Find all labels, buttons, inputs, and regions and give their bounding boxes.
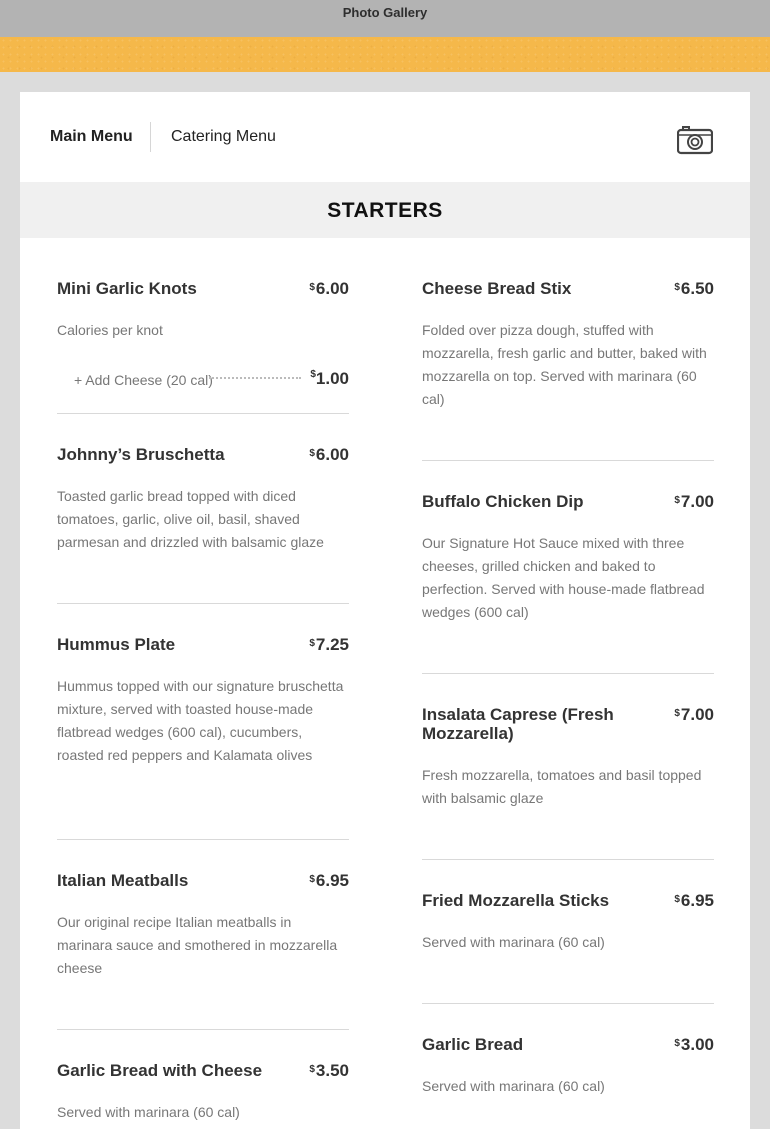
tab-main-menu[interactable]: Main Menu	[50, 128, 133, 145]
photo-gallery-title[interactable]: Photo Gallery	[342, 5, 428, 20]
item-price: $6.95	[674, 891, 714, 910]
section-title: STARTERS	[327, 199, 443, 222]
item-name: Cheese Bread Stix	[422, 279, 572, 298]
menu-item[interactable]	[57, 445, 349, 554]
top-bar	[0, 0, 770, 37]
item-price: $6.95	[309, 871, 349, 890]
item-name: Mini Garlic Knots	[57, 279, 197, 298]
menu-item[interactable]	[57, 279, 349, 389]
item-name: Garlic Bread with Cheese	[57, 1061, 263, 1080]
menu-nav	[20, 92, 750, 182]
item-name: Garlic Bread	[422, 1035, 524, 1054]
item-description: Our original recipe Italian meatballs in marinara sauce and smothered in mozzarella cheese	[57, 914, 338, 976]
item-divider	[422, 859, 714, 860]
item-description: Toasted garlic bread topped with diced tomatoes, garlic, olive oil, basil, shaved parmesan and drizzled with balsamic glaze	[57, 488, 324, 550]
nav-divider	[150, 122, 151, 152]
item-price: $6.00	[309, 445, 349, 464]
item-price: $7.00	[674, 492, 714, 511]
menu-item[interactable]	[422, 891, 714, 954]
section-header	[20, 182, 750, 238]
item-description: Calories per knot	[57, 322, 163, 338]
item-description: Our Signature Hot Sauce mixed with three cheeses, grilled chicken and baked to perfection. Served with house-made flatbread wedges (600 cal)	[422, 535, 705, 620]
item-price: $6.50	[674, 279, 714, 298]
menu-item[interactable]	[422, 1035, 714, 1098]
texture-banner	[0, 37, 770, 72]
item-divider	[422, 673, 714, 674]
menu-item[interactable]	[57, 871, 349, 980]
item-divider	[57, 603, 349, 604]
item-name: Fried Mozzarella Sticks	[422, 891, 610, 910]
menu-item[interactable]	[422, 279, 714, 411]
item-name: Hummus Plate	[57, 635, 176, 654]
menu-item[interactable]	[422, 705, 714, 810]
item-divider	[422, 1003, 714, 1004]
item-divider	[57, 839, 349, 840]
item-name: Buffalo Chicken Dip	[422, 492, 584, 511]
addon-label: + Add Cheese (20 cal)	[74, 372, 213, 388]
item-description: Hummus topped with our signature bruschetta mixture, served with toasted house-made flatbread wedges (600 cal), cucumbers, roasted red peppers and Kalamata olives	[57, 678, 344, 763]
item-price: $7.25	[309, 635, 349, 654]
menu-item[interactable]	[57, 635, 349, 767]
item-price: $3.00	[674, 1035, 714, 1054]
item-name: Johnny’s Bruschetta	[57, 445, 225, 464]
menu-item[interactable]	[57, 1061, 349, 1124]
item-price: $3.50	[309, 1061, 349, 1080]
item-description: Served with marinara (60 cal)	[422, 934, 605, 950]
addon-price: $1.00	[310, 369, 349, 388]
item-description: Served with marinara (60 cal)	[422, 1078, 605, 1094]
item-description: Served with marinara (60 cal)	[57, 1104, 240, 1120]
addon-option[interactable]	[57, 369, 349, 389]
item-price: $7.00	[674, 705, 714, 724]
item-name: Italian Meatballs	[57, 871, 189, 890]
item-price: $6.00	[309, 279, 349, 298]
item-divider	[422, 460, 714, 461]
item-description: Folded over pizza dough, stuffed with mozzarella, fresh garlic and butter, baked with mozzarella on top. Served with marinara (60 cal)	[422, 322, 707, 407]
menu-item[interactable]	[422, 492, 714, 624]
addon-leader-dots	[209, 377, 301, 379]
camera-icon[interactable]	[677, 125, 713, 155]
item-divider	[57, 413, 349, 414]
tab-catering-menu[interactable]: Catering Menu	[171, 128, 276, 145]
item-name: Insalata Caprese (Fresh Mozzarella)	[422, 705, 614, 743]
item-divider	[57, 1029, 349, 1030]
item-description: Fresh mozzarella, tomatoes and basil topped with balsamic glaze	[422, 767, 702, 806]
menu-card	[20, 92, 750, 1129]
